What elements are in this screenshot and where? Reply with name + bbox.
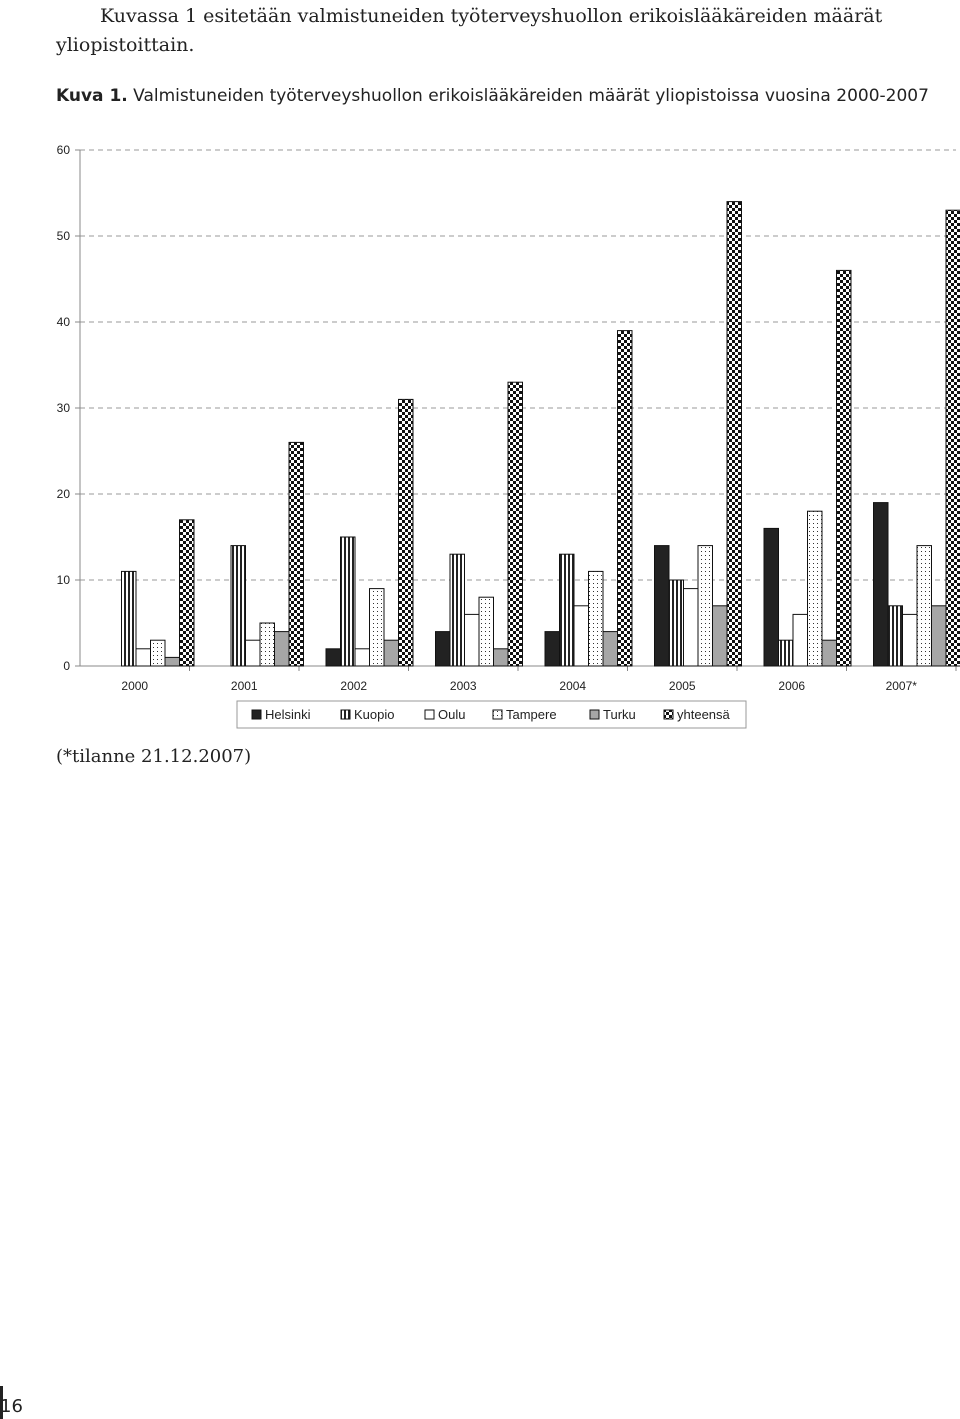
figure-caption [56, 86, 956, 106]
bar-kuopio-2006 [779, 640, 794, 666]
legend-swatch-tampere [493, 710, 502, 719]
bar-kuopio-2001 [231, 546, 246, 666]
y-tick-label: 30 [56, 401, 70, 415]
legend-label-helsinki: Helsinki [265, 707, 311, 722]
bar-oulu-2006 [793, 614, 808, 666]
legend-label-tampere: Tampere [506, 707, 557, 722]
x-tick-label: 2001 [230, 679, 258, 693]
bar-tampere-2005 [698, 546, 713, 666]
bar-turku-2002 [384, 640, 399, 666]
bar-yhteensä-2007 [946, 210, 960, 666]
bar-kuopio-2002 [341, 537, 356, 666]
bar-turku-2001 [275, 632, 290, 666]
x-tick-label: 2002 [340, 679, 368, 693]
legend-label-yhteensä: yhteensä [677, 707, 730, 722]
bar-yhteensä-2002 [399, 399, 414, 666]
bar-helsinki-2007 [874, 503, 889, 666]
bar-tampere-2004 [589, 571, 604, 666]
y-tick-label: 50 [56, 229, 70, 243]
x-tick-label: 2000 [121, 679, 149, 693]
bar-kuopio-2005 [669, 580, 684, 666]
legend-swatch-kuopio [341, 710, 350, 719]
bar-oulu-2003 [465, 614, 480, 666]
bar-oulu-2001 [246, 640, 261, 666]
bar-helsinki-2002 [326, 649, 341, 666]
bar-oulu-2004 [574, 606, 589, 666]
caption-text: Valmistuneiden työterveyshuollon erikoislääkäreiden määrät yliopistoissa vuosina 2000-2007 [133, 86, 929, 106]
bar-tampere-2002 [370, 589, 385, 666]
legend-swatch-helsinki [252, 710, 261, 719]
bar-yhteensä-2006 [837, 270, 852, 666]
bar-tampere-2006 [808, 511, 823, 666]
bar-chart [0, 130, 960, 740]
legend-label-oulu: Oulu [438, 707, 466, 722]
legend-label-kuopio: Kuopio [354, 707, 395, 722]
bar-turku-2000 [165, 657, 180, 666]
bar-tampere-2000 [151, 640, 166, 666]
y-tick-label: 60 [56, 143, 70, 157]
bar-yhteensä-2003 [508, 382, 523, 666]
bar-kuopio-2004 [560, 554, 575, 666]
bar-turku-2004 [603, 632, 618, 666]
y-tick-label: 40 [56, 315, 70, 329]
x-tick-label: 2006 [778, 679, 806, 693]
y-tick-label: 0 [63, 659, 70, 673]
x-tick-label: 2005 [668, 679, 696, 693]
x-tick-label: 2007* [885, 679, 917, 693]
legend [237, 701, 746, 728]
y-tick-label: 20 [56, 487, 70, 501]
footnote: (*tilanne 21.12.2007) [56, 746, 252, 767]
bar-oulu-2002 [355, 649, 370, 666]
bar-helsinki-2004 [545, 632, 560, 666]
bar-yhteensä-2005 [727, 202, 742, 666]
bars [122, 202, 960, 666]
y-tick-label: 10 [56, 573, 70, 587]
bar-turku-2007 [932, 606, 947, 666]
bar-helsinki-2006 [764, 528, 779, 666]
bar-kuopio-2000 [122, 571, 137, 666]
caption-lead: Kuva 1. [56, 86, 128, 106]
bar-tampere-2003 [479, 597, 494, 666]
legend-swatch-oulu [425, 710, 434, 719]
page-number: 16 [0, 1396, 23, 1417]
legend-label-turku: Turku [603, 707, 636, 722]
bar-turku-2003 [494, 649, 509, 666]
x-tick-label: 2004 [559, 679, 587, 693]
bar-yhteensä-2000 [180, 520, 195, 666]
bar-turku-2005 [713, 606, 728, 666]
bar-helsinki-2005 [655, 546, 670, 666]
x-tick-label: 2003 [449, 679, 477, 693]
bar-yhteensä-2004 [618, 331, 633, 666]
bar-yhteensä-2001 [289, 442, 304, 666]
bar-kuopio-2003 [450, 554, 465, 666]
bar-turku-2006 [822, 640, 837, 666]
bar-helsinki-2003 [436, 632, 451, 666]
legend-swatch-turku [590, 710, 599, 719]
bar-oulu-2005 [684, 589, 699, 666]
legend-swatch-yhteensä [664, 710, 673, 719]
intro-paragraph: Kuvassa 1 esitetään valmistuneiden työterveyshuollon erikoislääkäreiden määrät yliopistoittain. [56, 5, 883, 56]
bar-tampere-2007 [917, 546, 932, 666]
bar-oulu-2007 [903, 614, 918, 666]
bar-oulu-2000 [136, 649, 151, 666]
bar-kuopio-2007 [888, 606, 903, 666]
bar-tampere-2001 [260, 623, 275, 666]
